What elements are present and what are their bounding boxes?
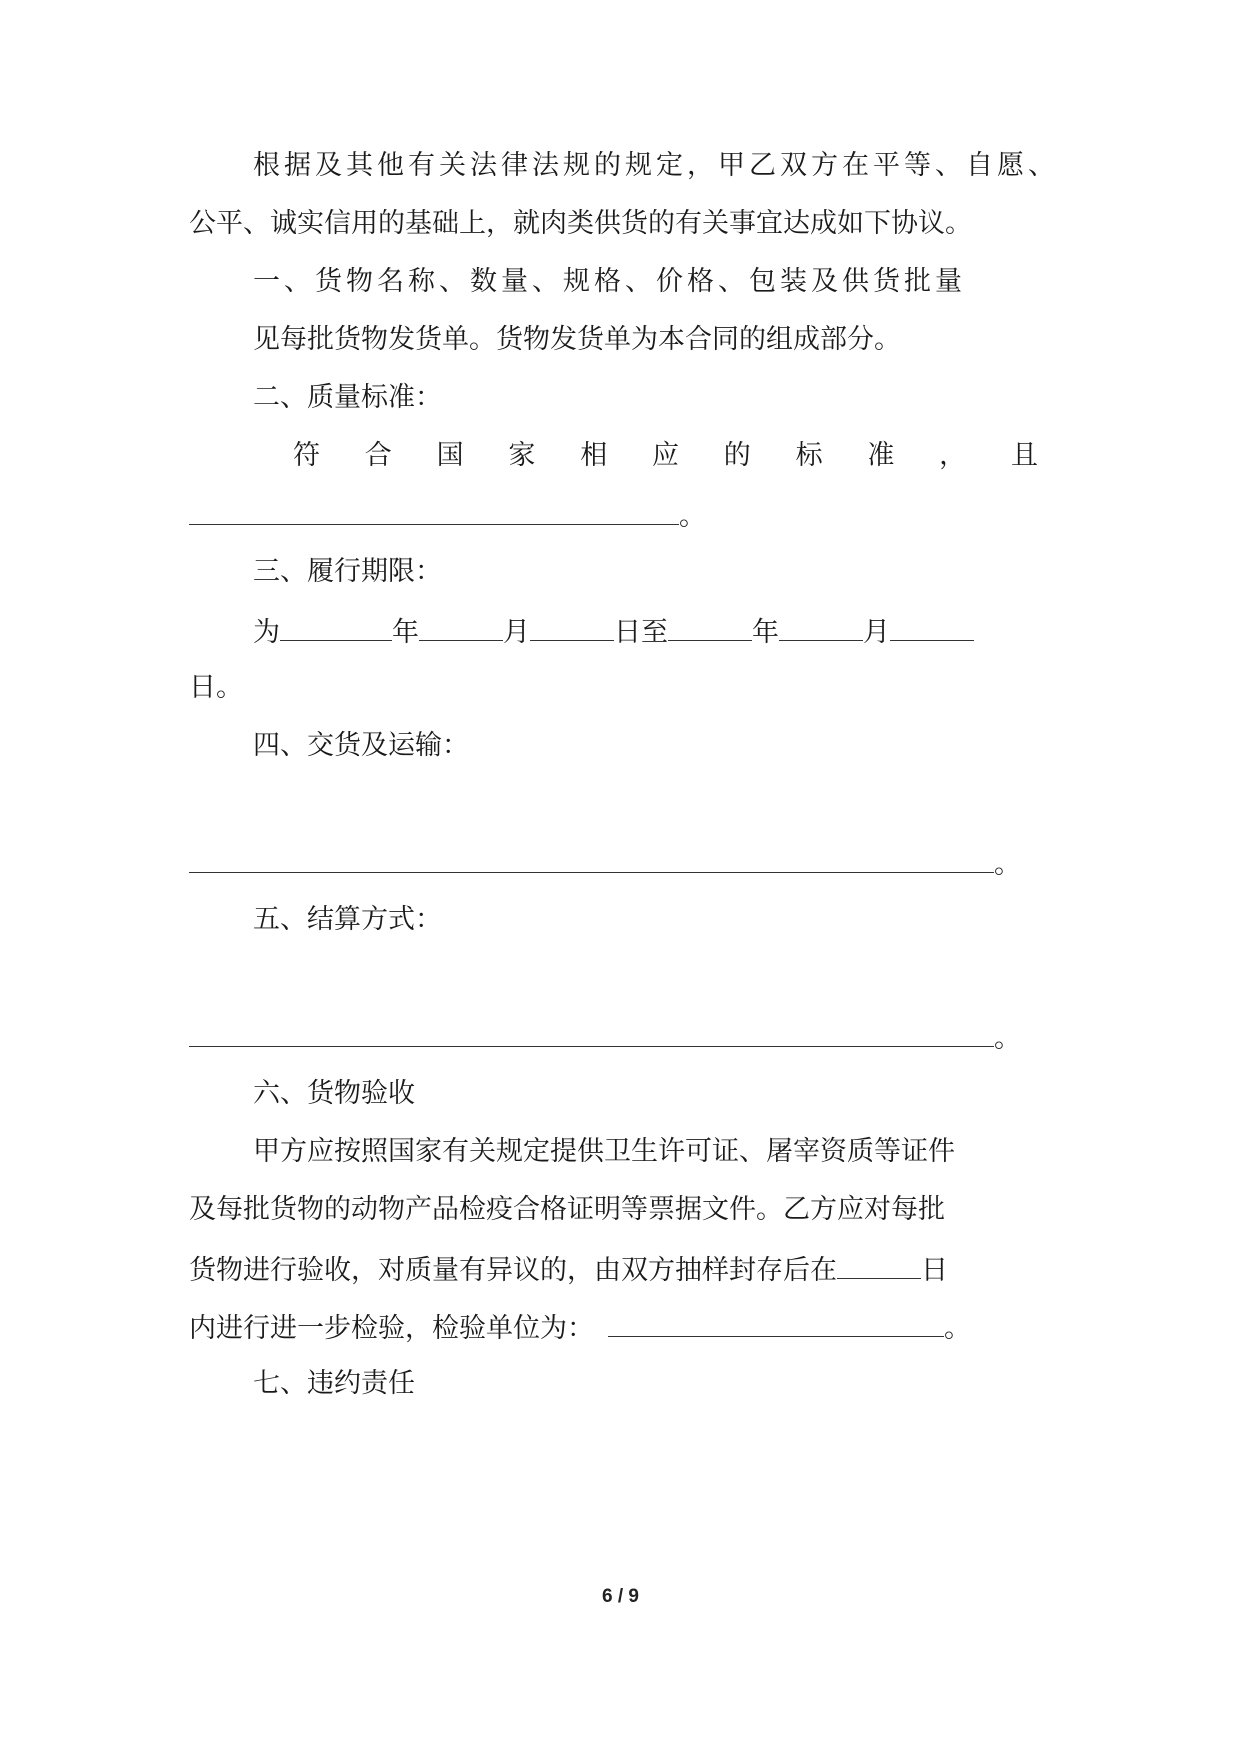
section-6-line-2: 及每批货物的动物产品检疫合格证明等票据文件。乙方应对每批 (189, 1194, 945, 1225)
period: 。 (994, 1023, 1021, 1054)
s3-yue: 月 (503, 617, 530, 648)
section-1-body: 见每批货物发货单。货物发货单为本合同的组成部分。 (253, 324, 901, 355)
s2-char: 应 (651, 440, 679, 471)
section-4-blank-line (189, 842, 1049, 882)
s3-yue-2: 月 (863, 617, 890, 648)
section-7-title: 七、违约责任 (253, 1368, 415, 1399)
s6-line-4: 内进行进一步检验，检验单位为： (189, 1313, 594, 1344)
period: 。 (679, 501, 706, 532)
s2-char: 准 (867, 440, 895, 471)
s2-char: 符 (293, 440, 320, 471)
page-number: 6 / 9 (602, 1586, 639, 1607)
s3-nian-2: 年 (752, 617, 779, 648)
s2-char: 的 (723, 440, 751, 471)
s3-wei: 为 (253, 617, 280, 648)
section-5-title: 五、结算方式： (253, 904, 442, 935)
s2-char: 合 (364, 440, 392, 471)
section-6-line-4 (189, 1306, 1049, 1346)
section-3-date-range (253, 610, 1113, 650)
settlement-method-blank[interactable] (189, 1016, 994, 1047)
inspection-unit-blank[interactable] (608, 1306, 944, 1337)
start-year-blank[interactable] (280, 610, 392, 641)
end-month-blank[interactable] (779, 610, 863, 641)
delivery-transport-blank[interactable] (189, 842, 994, 873)
section-2-title: 二、质量标准： (253, 382, 442, 413)
section-6-title: 六、货物验收 (253, 1078, 415, 1109)
section-2-body (293, 436, 1038, 476)
s2-char: 国 (436, 440, 464, 471)
intro-line-2: 公平、诚实信用的基础上，就肉类供货的有关事宜达成如下协议。 (189, 208, 972, 239)
section-5-blank-line (189, 1016, 1049, 1056)
period: 。 (944, 1313, 971, 1344)
s3-nian: 年 (392, 617, 419, 648)
section-1-title: 一、货物名称、数量、规格、价格、包装及供货批量 (253, 266, 966, 297)
s2-char: 家 (508, 440, 536, 471)
intro-line-1: 根据及其他有关法律法规的规定，甲乙双方在平等、自愿、 (253, 150, 1059, 181)
s3-ri-zhi: 日至 (614, 617, 668, 648)
section-4-title: 四、交货及运输： (253, 730, 469, 761)
inspection-days-blank[interactable] (837, 1248, 921, 1279)
period: 。 (994, 849, 1021, 880)
section-2-blank-line (189, 494, 1049, 534)
start-month-blank[interactable] (419, 610, 503, 641)
section-6-line-3 (189, 1248, 1049, 1288)
section-3-title: 三、履行期限： (253, 556, 442, 587)
section-6-line-1: 甲方应按照国家有关规定提供卫生许可证、屠宰资质等证件 (253, 1136, 955, 1167)
start-day-blank[interactable] (530, 610, 614, 641)
s6-line-3a: 货物进行验收，对质量有异议的，由双方抽样封存后在 (189, 1255, 837, 1286)
s2-char: ， (939, 440, 967, 471)
end-year-blank[interactable] (668, 610, 752, 641)
s2-char: 相 (580, 440, 608, 471)
s6-line-3b: 日 (921, 1255, 948, 1286)
section-3-end: 日。 (189, 672, 243, 703)
end-day-blank[interactable] (890, 610, 974, 641)
s2-char: 标 (795, 440, 823, 471)
fill-blank[interactable] (189, 494, 679, 525)
s2-char: 且 (1010, 440, 1038, 471)
